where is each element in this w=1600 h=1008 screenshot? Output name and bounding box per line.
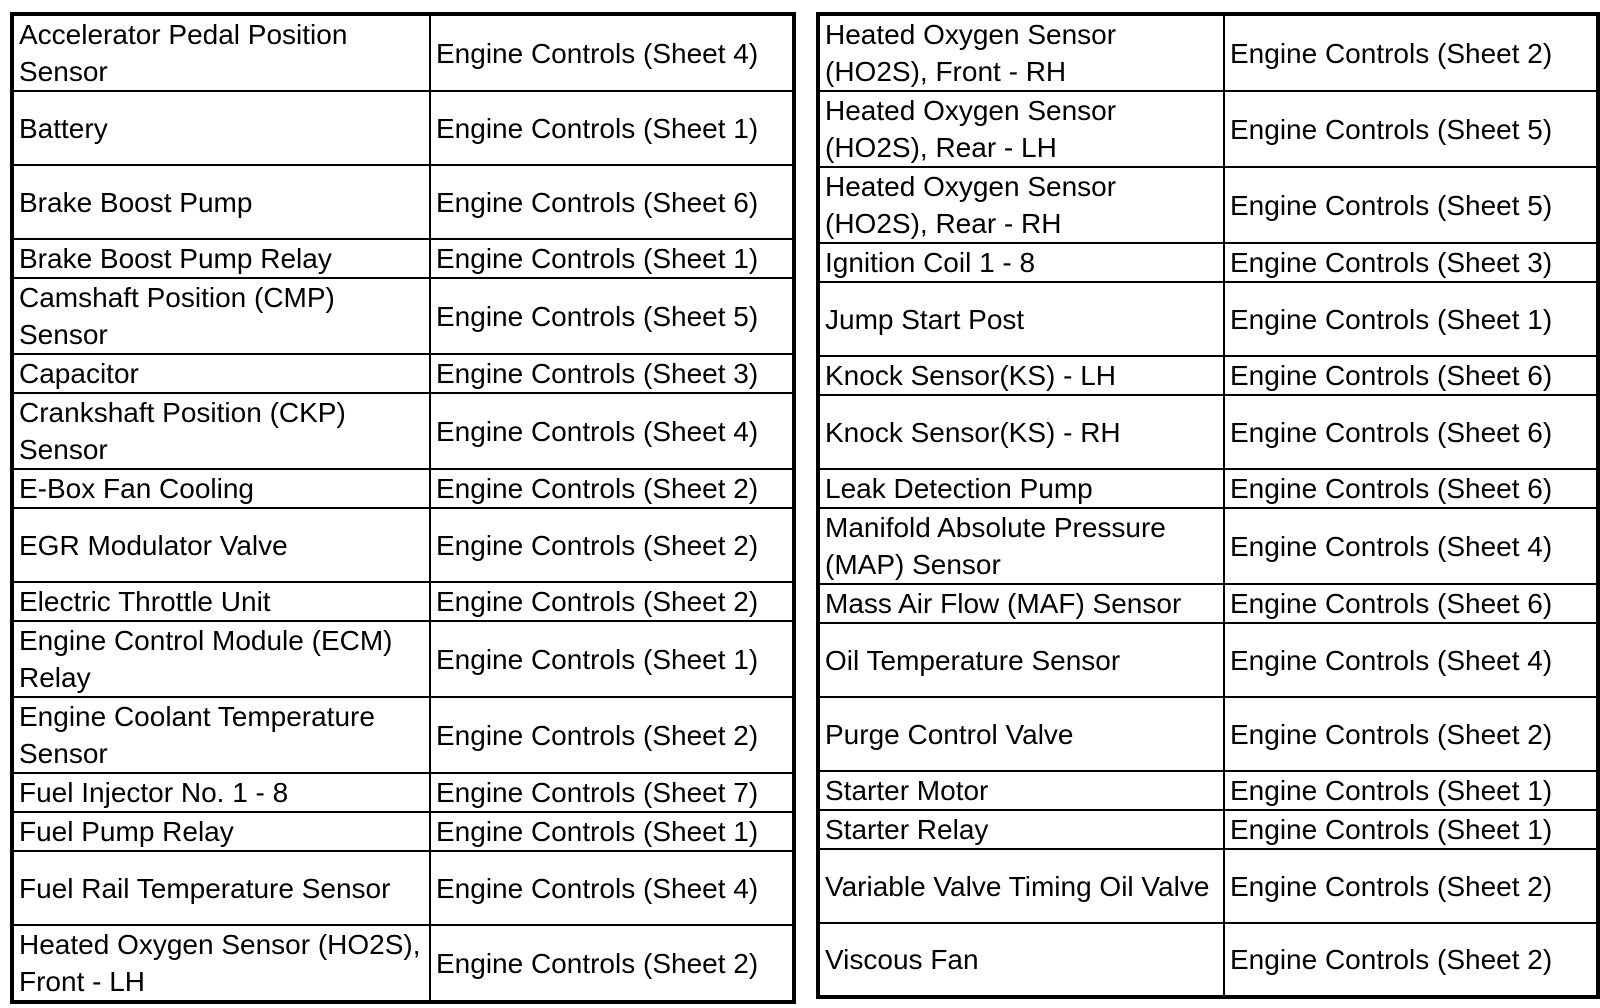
component-name-cell: Variable Valve Timing Oil Valve — [818, 849, 1224, 923]
component-name-cell: E-Box Fan Cooling — [12, 469, 430, 508]
component-location-index — [10, 12, 1592, 996]
schematic-location-cell: Engine Controls (Sheet 5) — [430, 278, 794, 354]
table-row — [818, 395, 1598, 469]
component-name-cell: EGR Modulator Valve — [12, 508, 430, 582]
table-row — [818, 167, 1598, 243]
schematic-location-cell: Engine Controls (Sheet 6) — [1224, 395, 1598, 469]
component-name-cell: Viscous Fan — [818, 923, 1224, 997]
table-row — [12, 508, 794, 582]
schematic-location-cell: Engine Controls (Sheet 4) — [430, 851, 794, 925]
table-row — [12, 393, 794, 469]
table-row — [12, 354, 794, 393]
schematic-location-cell: Engine Controls (Sheet 6) — [1224, 356, 1598, 395]
table-row — [12, 812, 794, 851]
schematic-location-cell: Engine Controls (Sheet 2) — [1224, 697, 1598, 771]
component-name-cell: Manifold Absolute Pressure (MAP) Sensor — [818, 508, 1224, 584]
component-name-cell: Brake Boost Pump Relay — [12, 239, 430, 278]
schematic-location-cell: Engine Controls (Sheet 3) — [430, 354, 794, 393]
schematic-location-cell: Engine Controls (Sheet 2) — [1224, 923, 1598, 997]
schematic-location-cell: Engine Controls (Sheet 2) — [1224, 14, 1598, 91]
schematic-location-cell: Engine Controls (Sheet 6) — [1224, 469, 1598, 508]
schematic-location-cell: Engine Controls (Sheet 4) — [1224, 508, 1598, 584]
component-name-cell: Heated Oxygen Sensor (HO2S), Front - RH — [818, 14, 1224, 91]
table-row — [12, 697, 794, 773]
table-row — [12, 621, 794, 697]
table-row — [818, 91, 1598, 167]
schematic-location-cell: Engine Controls (Sheet 1) — [430, 621, 794, 697]
component-name-cell: Heated Oxygen Sensor (HO2S), Front - LH — [12, 925, 430, 1002]
table-row — [12, 469, 794, 508]
table-row — [818, 810, 1598, 849]
table-row — [818, 697, 1598, 771]
schematic-location-cell: Engine Controls (Sheet 1) — [1224, 282, 1598, 356]
component-table-left — [10, 12, 796, 1004]
table-body-right — [818, 14, 1598, 997]
schematic-location-cell: Engine Controls (Sheet 1) — [430, 91, 794, 165]
schematic-location-cell: Engine Controls (Sheet 4) — [430, 393, 794, 469]
table-body-left — [12, 14, 794, 1002]
component-name-cell: Purge Control Valve — [818, 697, 1224, 771]
schematic-location-cell: Engine Controls (Sheet 2) — [430, 582, 794, 621]
component-name-cell: Oil Temperature Sensor — [818, 623, 1224, 697]
table-row — [818, 623, 1598, 697]
table-row — [12, 925, 794, 1002]
table-row — [818, 508, 1598, 584]
table-row — [818, 243, 1598, 282]
table-row — [12, 851, 794, 925]
table-row — [12, 278, 794, 354]
schematic-location-cell: Engine Controls (Sheet 4) — [1224, 623, 1598, 697]
schematic-location-cell: Engine Controls (Sheet 6) — [1224, 584, 1598, 623]
component-name-cell: Brake Boost Pump — [12, 165, 430, 239]
schematic-location-cell: Engine Controls (Sheet 1) — [430, 812, 794, 851]
component-name-cell: Starter Relay — [818, 810, 1224, 849]
schematic-location-cell: Engine Controls (Sheet 1) — [1224, 810, 1598, 849]
schematic-location-cell: Engine Controls (Sheet 5) — [1224, 91, 1598, 167]
component-name-cell: Capacitor — [12, 354, 430, 393]
table-row — [818, 849, 1598, 923]
schematic-location-cell: Engine Controls (Sheet 7) — [430, 773, 794, 812]
schematic-location-cell: Engine Controls (Sheet 5) — [1224, 167, 1598, 243]
component-name-cell: Knock Sensor(KS) - RH — [818, 395, 1224, 469]
table-row — [12, 165, 794, 239]
component-name-cell: Camshaft Position (CMP) Sensor — [12, 278, 430, 354]
component-name-cell: Electric Throttle Unit — [12, 582, 430, 621]
schematic-location-cell: Engine Controls (Sheet 2) — [430, 508, 794, 582]
component-name-cell: Crankshaft Position (CKP) Sensor — [12, 393, 430, 469]
schematic-location-cell: Engine Controls (Sheet 4) — [430, 14, 794, 91]
table-row — [818, 771, 1598, 810]
component-name-cell: Starter Motor — [818, 771, 1224, 810]
component-name-cell: Fuel Rail Temperature Sensor — [12, 851, 430, 925]
table-row — [12, 239, 794, 278]
table-row — [818, 356, 1598, 395]
schematic-location-cell: Engine Controls (Sheet 2) — [1224, 849, 1598, 923]
table-row — [818, 282, 1598, 356]
component-name-cell: Engine Control Module (ECM) Relay — [12, 621, 430, 697]
schematic-location-cell: Engine Controls (Sheet 2) — [430, 925, 794, 1002]
schematic-location-cell: Engine Controls (Sheet 6) — [430, 165, 794, 239]
component-name-cell: Leak Detection Pump — [818, 469, 1224, 508]
table-row — [12, 582, 794, 621]
table-row — [818, 584, 1598, 623]
schematic-location-cell: Engine Controls (Sheet 2) — [430, 697, 794, 773]
schematic-location-cell: Engine Controls (Sheet 3) — [1224, 243, 1598, 282]
table-row — [12, 773, 794, 812]
table-row — [818, 923, 1598, 997]
component-name-cell: Accelerator Pedal Position Sensor — [12, 14, 430, 91]
component-table-right — [816, 12, 1600, 999]
schematic-location-cell: Engine Controls (Sheet 1) — [1224, 771, 1598, 810]
component-name-cell: Engine Coolant Temperature Sensor — [12, 697, 430, 773]
table-row — [818, 469, 1598, 508]
component-name-cell: Battery — [12, 91, 430, 165]
component-name-cell: Mass Air Flow (MAF) Sensor — [818, 584, 1224, 623]
table-row — [12, 91, 794, 165]
schematic-location-cell: Engine Controls (Sheet 1) — [430, 239, 794, 278]
component-name-cell: Ignition Coil 1 - 8 — [818, 243, 1224, 282]
component-name-cell: Fuel Injector No. 1 - 8 — [12, 773, 430, 812]
component-name-cell: Heated Oxygen Sensor (HO2S), Rear - LH — [818, 91, 1224, 167]
component-name-cell: Heated Oxygen Sensor (HO2S), Rear - RH — [818, 167, 1224, 243]
component-name-cell: Knock Sensor(KS) - LH — [818, 356, 1224, 395]
table-row — [12, 14, 794, 91]
schematic-location-cell: Engine Controls (Sheet 2) — [430, 469, 794, 508]
component-name-cell: Fuel Pump Relay — [12, 812, 430, 851]
component-name-cell: Jump Start Post — [818, 282, 1224, 356]
table-row — [818, 14, 1598, 91]
